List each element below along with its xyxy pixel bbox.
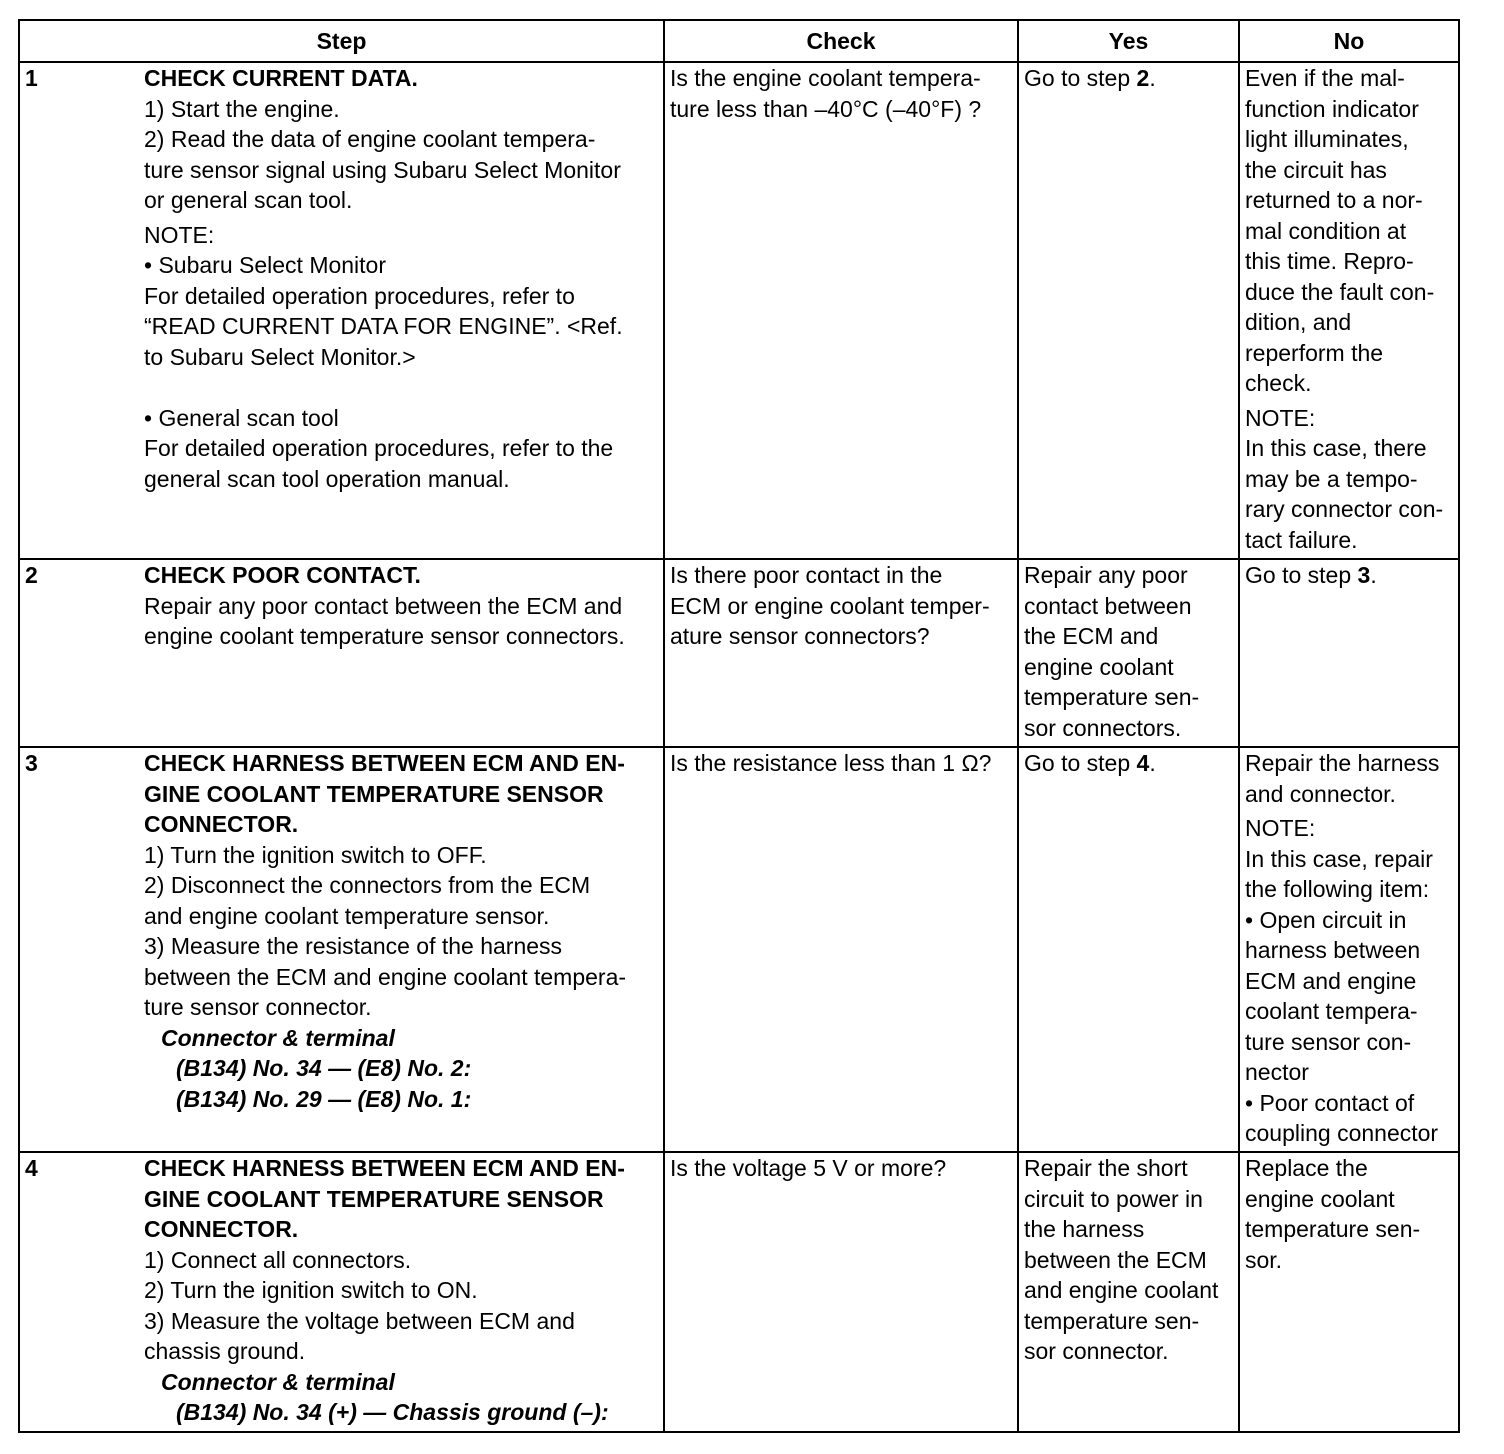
yes-line: sor connectors. [1024,714,1182,741]
step-line: between the ECM and engine coolant tempera- [144,963,627,990]
yes-line: and engine coolant [1024,1277,1219,1303]
connector-terminal: (B134) No. 34 — (E8) No. 2: [176,1055,472,1081]
no-note-line: In this case, there [1245,435,1427,461]
table-row [19,1152,1459,1432]
step-number: 3 [25,750,38,776]
step-line: 1) Start the engine. [144,95,340,122]
no-note-line: tact failure. [1245,526,1358,553]
no-cell [1239,747,1459,1152]
header-check: Check [664,20,1018,62]
no-cell [1239,1152,1459,1432]
step-line: 2) Disconnect the connectors from the ECM [144,872,591,898]
step-line: Repair any poor contact between the ECM and [144,592,623,619]
check-line: ature sensor connectors? [670,623,930,649]
yes-line: engine coolant [1024,653,1174,680]
no-note-line: rary connector con- [1245,496,1444,522]
no-line: duce the fault con- [1245,278,1435,305]
step-body [144,748,658,1114]
no-note-label: NOTE: [1245,815,1316,841]
note-text: to Subaru Select Monitor.> [144,343,416,370]
step-title: CHECK CURRENT DATA. [144,65,418,91]
check-line: Is the voltage 5 V or more? [670,1155,947,1181]
check-cell [664,1152,1018,1432]
no-cell [1239,62,1459,559]
yes-text: Go to step [1024,65,1137,91]
yes-line: Repair any poor [1024,562,1188,588]
no-line: this time. Repro- [1245,248,1414,274]
check-cell [664,62,1018,559]
no-line: function indicator [1245,95,1419,122]
no-line: light illuminates, [1245,126,1409,152]
step-body [144,560,658,652]
step-cell [19,747,664,1152]
yes-end: . [1149,65,1156,91]
check-line: Is there poor contact in the [670,562,943,588]
step-line: ture sensor signal using Subaru Select Monitor [144,156,621,183]
no-note-line: ECM and engine [1245,967,1417,994]
no-line: reperform the [1245,339,1384,366]
note-label: NOTE: [144,221,215,248]
no-line: dition, and [1245,309,1352,335]
diagnostic-procedure-table [18,19,1460,1433]
yes-cell [1018,559,1239,747]
connector-terminal: (B134) No. 34 (+) — Chassis ground (–): [176,1399,609,1425]
yes-line: circuit to power in [1024,1185,1203,1212]
check-line: Is the resistance less than 1 Ω? [670,750,992,776]
note-text: For detailed operation procedures, refer to the [144,435,614,461]
check-cell [664,559,1018,747]
note-bullet: • Subaru Select Monitor [144,252,387,278]
step-line: chassis ground. [144,1338,306,1364]
yes-text: Go to step [1024,750,1137,776]
step-cell [19,1152,664,1432]
yes-line: the harness [1024,1216,1145,1242]
yes-cell [1018,62,1239,559]
step-line: and engine coolant temperature sensor. [144,902,550,929]
connector-heading: Connector & terminal [161,1024,395,1051]
no-line: engine coolant [1245,1185,1395,1212]
no-line: Even if the mal- [1245,65,1405,91]
table-row [19,62,1459,559]
no-note-line: the following item: [1245,876,1430,902]
note-text: For detailed operation procedures, refer to [144,282,575,309]
step-number: 1 [25,65,38,91]
step-line: engine coolant temperature sensor connectors. [144,623,625,649]
connector-heading: Connector & terminal [161,1368,395,1395]
step-body [144,63,658,494]
header-no: No [1239,20,1459,62]
no-text: Go to step [1245,562,1358,588]
no-line: Replace the [1245,1155,1368,1181]
step-title: CHECK HARNESS BETWEEN ECM AND EN- [144,750,625,776]
check-line: ture less than –40°C (–40°F) ? [670,95,982,122]
step-title: CONNECTOR. [144,1216,299,1242]
yes-line: temperature sen- [1024,684,1200,710]
header-yes: Yes [1018,20,1239,62]
step-body [144,1153,658,1428]
no-step-ref: 3 [1357,562,1371,588]
no-line: returned to a nor- [1245,187,1423,213]
check-line: Is the engine coolant tempera- [670,65,981,91]
step-line: 3) Measure the voltage between ECM and [144,1307,575,1334]
step-cell [19,559,664,747]
no-line: Repair the harness [1245,750,1440,776]
no-note-line: coupling connector [1245,1120,1439,1146]
step-cell [19,62,664,559]
yes-line: Repair the short [1024,1155,1188,1181]
step-line: 3) Measure the resistance of the harness [144,933,563,959]
note-text: general scan tool operation manual. [144,465,510,492]
no-line: the circuit has [1245,156,1387,183]
yes-end: . [1149,750,1156,776]
check-cell [664,747,1018,1152]
note-text: “READ CURRENT DATA FOR ENGINE”. <Ref. [144,313,623,339]
no-note-line: may be a tempo- [1245,465,1418,492]
yes-step-ref: 4 [1136,750,1150,776]
no-line: sor. [1245,1246,1283,1273]
yes-step-ref: 2 [1136,65,1150,91]
connector-terminal: (B134) No. 29 — (E8) No. 1: [176,1085,472,1112]
yes-line: the ECM and [1024,623,1159,649]
yes-cell [1018,1152,1239,1432]
no-line: and connector. [1245,780,1396,807]
no-note-line: harness between [1245,937,1421,963]
step-line: 2) Turn the ignition switch to ON. [144,1277,478,1303]
note-bullet: • General scan tool [144,404,339,431]
yes-line: temperature sen- [1024,1307,1200,1334]
table-row [19,747,1459,1152]
no-end: . [1370,562,1377,588]
table-header-row [19,20,1459,62]
step-line: or general scan tool. [144,187,353,213]
yes-line: contact between [1024,592,1192,619]
no-note-line: nector [1245,1059,1309,1085]
no-cell [1239,559,1459,747]
step-line: 2) Read the data of engine coolant tempera- [144,126,596,152]
step-title: CHECK HARNESS BETWEEN ECM AND EN- [144,1155,625,1181]
check-line: ECM or engine coolant temper- [670,592,990,619]
spacer [144,372,658,403]
no-line: check. [1245,370,1312,396]
step-line: 1) Turn the ignition switch to OFF. [144,841,487,868]
step-number: 4 [25,1155,38,1181]
no-line: mal condition at [1245,217,1407,244]
step-title: GINE COOLANT TEMPERATURE SENSOR [144,780,604,807]
no-note-line: ture sensor con- [1245,1028,1412,1055]
step-title: CONNECTOR. [144,811,299,837]
no-note-line: • Poor contact of [1245,1089,1415,1116]
header-step: Step [19,20,664,62]
no-line: temperature sen- [1245,1216,1421,1242]
step-title: CHECK POOR CONTACT. [144,562,421,588]
yes-line: sor connector. [1024,1338,1169,1364]
step-title: GINE COOLANT TEMPERATURE SENSOR [144,1185,604,1212]
step-number: 2 [25,562,38,588]
step-line: 1) Connect all connectors. [144,1246,412,1273]
yes-line: between the ECM [1024,1246,1207,1273]
no-note-line: In this case, repair [1245,845,1433,872]
no-note-line: • Open circuit in [1245,906,1407,933]
no-note-line: coolant tempera- [1245,998,1418,1024]
table-row [19,559,1459,747]
step-line: ture sensor connector. [144,994,372,1020]
no-note-label: NOTE: [1245,404,1316,431]
yes-cell [1018,747,1239,1152]
